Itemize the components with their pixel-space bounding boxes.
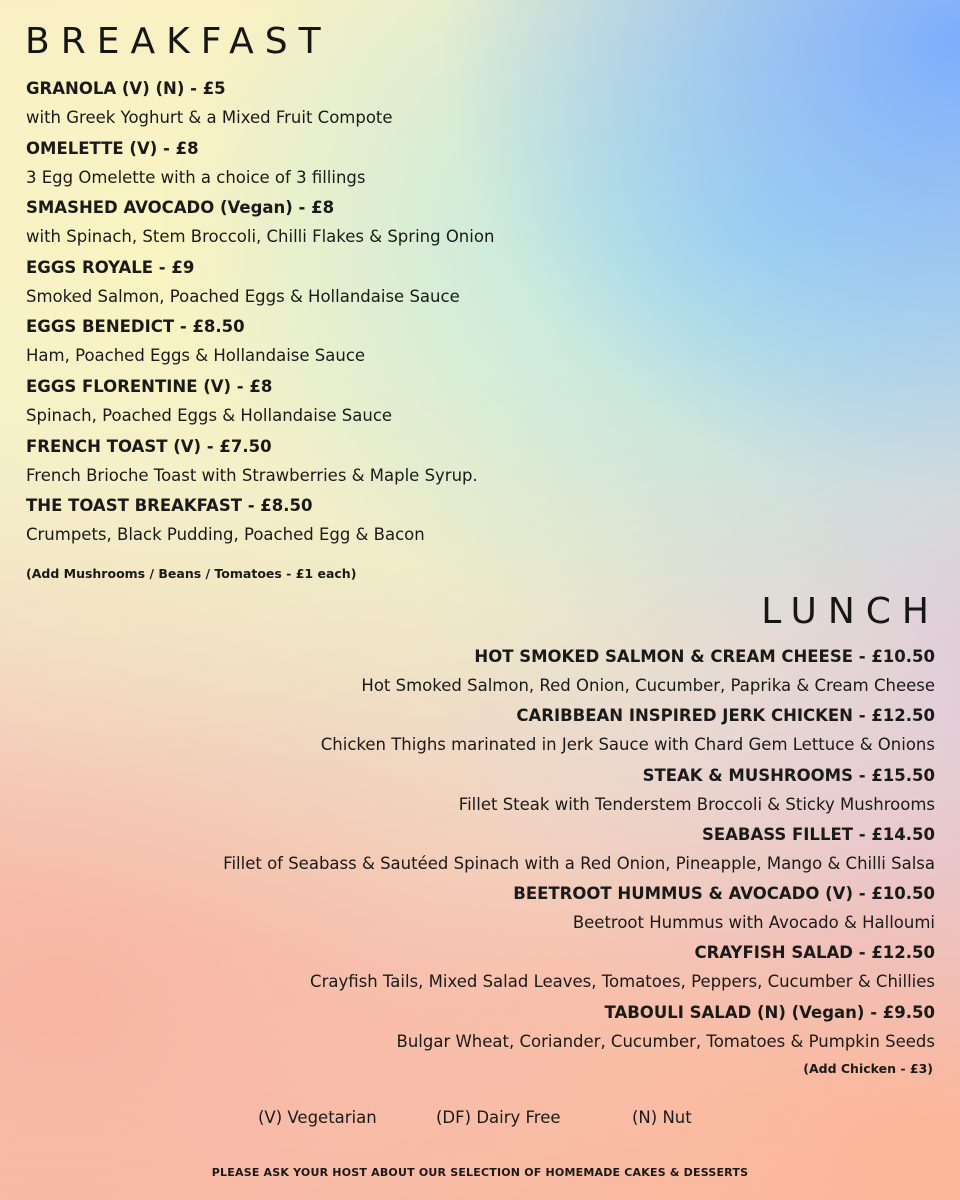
item-name: THE TOAST BREAKFAST - £8.50 xyxy=(26,496,313,516)
menu-item xyxy=(35,705,935,764)
item-description: with Spinach, Stem Broccoli, Chilli Flakes & Spring Onion xyxy=(26,227,495,247)
menu-item xyxy=(35,824,935,883)
item-description: Bulgar Wheat, Coriander, Cucumber, Tomatoes & Pumpkin Seeds xyxy=(396,1031,935,1051)
menu-item xyxy=(26,376,726,436)
item-description: Beetroot Hummus with Avocado & Halloumi xyxy=(572,913,935,933)
menu-item xyxy=(26,495,726,555)
item-description: Fillet of Seabass & Sautéed Spinach with a Red Onion, Pineapple, Mango & Chilli Salsa xyxy=(223,853,935,873)
menu-item xyxy=(35,942,935,1001)
dietary-legend xyxy=(0,1108,960,1132)
menu-item xyxy=(26,78,726,138)
item-name: EGGS ROYALE - £9 xyxy=(26,257,195,277)
item-description: Chicken Thighs marinated in Jerk Sauce with Chard Gem Lettuce & Onions xyxy=(320,735,935,755)
item-description: French Brioche Toast with Strawberries & Maple Syrup. xyxy=(26,465,478,485)
menu-item xyxy=(35,1002,935,1061)
menu-item xyxy=(26,197,726,257)
legend-dairy-free: (DF) Dairy Free xyxy=(436,1108,561,1127)
item-description: Smoked Salmon, Poached Eggs & Hollandaise Sauce xyxy=(26,286,460,306)
item-name: TABOULI SALAD (N) (Vegan) - £9.50 xyxy=(604,1002,935,1022)
item-name: BEETROOT HUMMUS & AVOCADO (V) - £10.50 xyxy=(513,884,935,904)
item-description: Crumpets, Black Pudding, Poached Egg & Bacon xyxy=(26,525,425,545)
menu-item xyxy=(26,436,726,496)
item-name: EGGS BENEDICT - £8.50 xyxy=(26,317,245,337)
item-name: FRENCH TOAST (V) - £7.50 xyxy=(26,436,272,456)
item-name: CARIBBEAN INSPIRED JERK CHICKEN - £12.50 xyxy=(516,706,935,726)
item-name: OMELETTE (V) - £8 xyxy=(26,138,199,158)
item-description: 3 Egg Omelette with a choice of 3 fillings xyxy=(26,167,366,187)
menu-item xyxy=(26,316,726,376)
lunch-list xyxy=(35,646,935,1061)
breakfast-extras-note: (Add Mushrooms / Beans / Tomatoes - £1 each) xyxy=(26,566,357,581)
legend-nut: (N) Nut xyxy=(632,1108,692,1127)
item-name: GRANOLA (V) (N) - £5 xyxy=(26,79,226,98)
menu-item xyxy=(26,138,726,198)
item-description: with Greek Yoghurt & a Mixed Fruit Compote xyxy=(26,108,393,127)
item-name: CRAYFISH SALAD - £12.50 xyxy=(694,943,935,963)
item-name: STEAK & MUSHROOMS - £15.50 xyxy=(642,765,935,785)
lunch-title: LUNCH xyxy=(761,591,940,632)
menu-item xyxy=(35,883,935,942)
legend-vegetarian: (V) Vegetarian xyxy=(258,1108,377,1127)
footer-note: PLEASE ASK YOUR HOST ABOUT OUR SELECTION OF HOMEMADE CAKES & DESSERTS xyxy=(211,1166,749,1179)
item-name: SMASHED AVOCADO (Vegan) - £8 xyxy=(26,198,335,218)
item-description: Crayfish Tails, Mixed Salad Leaves, Tomatoes, Peppers, Cucumber & Chillies xyxy=(310,972,935,992)
breakfast-title: BREAKFAST xyxy=(25,21,332,62)
menu-item xyxy=(35,646,935,705)
item-description: Hot Smoked Salmon, Red Onion, Cucumber, Paprika & Cream Cheese xyxy=(361,676,935,695)
item-name: EGGS FLORENTINE (V) - £8 xyxy=(26,376,273,396)
item-description: Spinach, Poached Eggs & Hollandaise Sauce xyxy=(26,405,393,425)
item-name: SEABASS FILLET - £14.50 xyxy=(701,824,935,844)
item-name: HOT SMOKED SALMON & CREAM CHEESE - £10.50 xyxy=(474,647,935,666)
menu-item xyxy=(35,765,935,824)
menu-item xyxy=(26,257,726,317)
item-description: Fillet Steak with Tenderstem Broccoli & Sticky Mushrooms xyxy=(458,794,935,814)
lunch-extras-note: (Add Chicken - £3) xyxy=(803,1061,933,1076)
item-description: Ham, Poached Eggs & Hollandaise Sauce xyxy=(26,346,366,366)
breakfast-list xyxy=(26,78,726,555)
